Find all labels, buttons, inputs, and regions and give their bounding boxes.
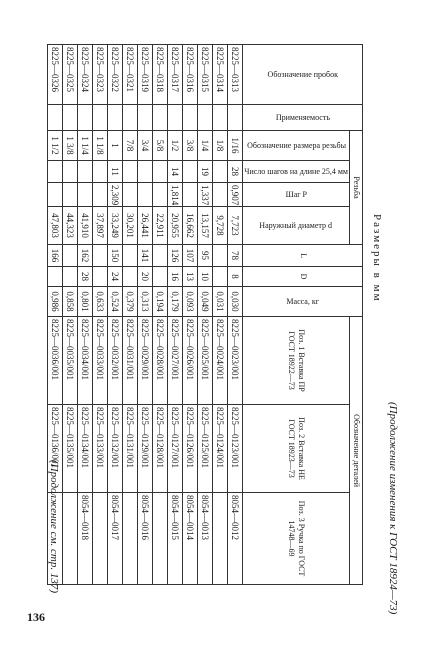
cell-pos1: 8225—0024/001: [213, 317, 228, 405]
table-row: [198, 45, 213, 585]
cell-tpi: [48, 161, 63, 183]
cell-D: 8: [228, 267, 243, 287]
cell-pos2: 8225—0125/001: [198, 405, 213, 493]
cell-d: 22,911: [153, 207, 168, 245]
cell-pos1: 8225—0025/001: [198, 317, 213, 405]
cell-pitch: [63, 183, 78, 207]
col-pos3: Поз. 3 Ручка по ГОСТ 14748—69: [243, 493, 350, 585]
cell-size: 1 1/4: [78, 131, 93, 161]
cell-D: 28: [78, 267, 93, 287]
cell-L: 141: [138, 245, 153, 267]
cell-size: 1/8: [213, 131, 228, 161]
cell-applicability: [108, 105, 123, 131]
cell-tpi: [93, 161, 108, 183]
cell-pos1: 8225—0035/001: [63, 317, 78, 405]
cell-L: [213, 245, 228, 267]
cell-designation: 8225—0324: [78, 45, 93, 105]
cell-applicability: [168, 105, 183, 131]
col-details-group: Обозначение деталей: [350, 317, 363, 585]
cell-pitch: 2,309: [108, 183, 123, 207]
col-mass: Масса, кг: [243, 287, 363, 317]
cell-size: 1/4: [198, 131, 213, 161]
cell-pos3: [63, 493, 78, 585]
cell-tpi: [183, 161, 198, 183]
cell-pos1: 8225—0028/001: [153, 317, 168, 405]
cell-mass: 0,049: [198, 287, 213, 317]
table-row: [93, 45, 108, 585]
cell-pos2: 8225—0133/001: [93, 405, 108, 493]
cell-size: 1 1/8: [93, 131, 108, 161]
cell-designation: 8225—0325: [63, 45, 78, 105]
cell-pos1: 8225—0023/001: [228, 317, 243, 405]
cell-tpi: [123, 161, 138, 183]
cell-mass: 0,194: [153, 287, 168, 317]
cell-d: 13,157: [198, 207, 213, 245]
cell-pos1: 8225—0032/001: [108, 317, 123, 405]
cell-pos1: 8225—0033/001: [93, 317, 108, 405]
cell-pitch: 1,814: [168, 183, 183, 207]
table-row: [63, 45, 78, 585]
cell-designation: 8225—0322: [108, 45, 123, 105]
col-designation: Обозначение пробок: [243, 45, 363, 105]
cell-size: 1/16: [228, 131, 243, 161]
cell-pos3: 8054—0013: [198, 493, 213, 585]
table-row: [123, 45, 138, 585]
cell-L: 126: [168, 245, 183, 267]
cell-tpi: 11: [108, 161, 123, 183]
cell-mass: 0,858: [63, 287, 78, 317]
page-number: 136: [27, 610, 45, 624]
cell-D: 24: [108, 267, 123, 287]
cell-mass: 0,379: [123, 287, 138, 317]
cell-pos2: 8225—0134/001: [78, 405, 93, 493]
cell-pos3: 8054—0012: [228, 493, 243, 585]
cell-pitch: [48, 183, 63, 207]
cell-D: 16: [168, 267, 183, 287]
cell-d: 26,441: [138, 207, 153, 245]
cell-applicability: [123, 105, 138, 131]
cell-tpi: 19: [198, 161, 213, 183]
cell-designation: 8225—0315: [198, 45, 213, 105]
cell-designation: 8225—0317: [168, 45, 183, 105]
cell-pos2: 8225—0127/001: [168, 405, 183, 493]
col-pitch: Шаг P: [243, 183, 350, 207]
cell-D: [153, 267, 168, 287]
cell-d: 44,323: [63, 207, 78, 245]
cell-d: 20,955: [168, 207, 183, 245]
cell-d: 37,897: [93, 207, 108, 245]
cell-pitch: [138, 183, 153, 207]
cell-size: 7/8: [123, 131, 138, 161]
cell-mass: 0,633: [93, 287, 108, 317]
cell-d: 33,249: [108, 207, 123, 245]
cell-tpi: [138, 161, 153, 183]
col-pos1: Поз. 1 Вставка ПР ГОСТ 18922—73: [243, 317, 350, 405]
cell-mass: 0,179: [168, 287, 183, 317]
cell-pos1: 8225—0036/001: [48, 317, 63, 405]
cell-designation: 8225—0318: [153, 45, 168, 105]
cell-pitch: 1,337: [198, 183, 213, 207]
cell-pos3: [213, 493, 228, 585]
cell-mass: 0,030: [228, 287, 243, 317]
col-L: L: [243, 245, 363, 267]
cell-pos3: [123, 493, 138, 585]
cell-D: [213, 267, 228, 287]
cell-pitch: [123, 183, 138, 207]
cell-D: 20: [138, 267, 153, 287]
cell-pos1: 8225—0034/001: [78, 317, 93, 405]
col-D: D: [243, 267, 363, 287]
cell-size: 3/4: [138, 131, 153, 161]
cell-pos2: 8225—0136/001: [48, 405, 63, 493]
cell-tpi: [213, 161, 228, 183]
cell-size: 3/8: [183, 131, 198, 161]
cell-designation: 8225—0313: [228, 45, 243, 105]
cell-pos3: [93, 493, 108, 585]
cell-applicability: [63, 105, 78, 131]
cell-tpi: [153, 161, 168, 183]
cell-d: 30,201: [123, 207, 138, 245]
table-row: [153, 45, 168, 585]
cell-size: 5/8: [153, 131, 168, 161]
cell-pos3: 8054—0014: [183, 493, 198, 585]
cell-D: [93, 267, 108, 287]
col-pos2: Поз. 2 Вставка НЕ ГОСТ 18923—73: [243, 405, 350, 493]
rotated-page-content: [43, 44, 403, 615]
cell-D: 13: [183, 267, 198, 287]
cell-pitch: [213, 183, 228, 207]
cell-D: [123, 267, 138, 287]
cell-pos1: 8225—0026/001: [183, 317, 198, 405]
cell-mass: 0,313: [138, 287, 153, 317]
cell-L: [63, 245, 78, 267]
header-note: (Продолжение изменения к ГОСТ 18924—73): [387, 402, 399, 615]
col-outer-diameter: Наружный диаметр d: [243, 207, 350, 245]
cell-tpi: [63, 161, 78, 183]
cell-tpi: 28: [228, 161, 243, 183]
cell-pos3: 8054—0018: [78, 493, 93, 585]
cell-L: 162: [78, 245, 93, 267]
cell-applicability: [153, 105, 168, 131]
cell-pos2: 8225—0126/001: [183, 405, 198, 493]
cell-applicability: [138, 105, 153, 131]
cell-pitch: [93, 183, 108, 207]
col-applicability: Применяемость: [243, 105, 363, 131]
cell-mass: 0,986: [48, 287, 63, 317]
cell-d: 47,803: [48, 207, 63, 245]
cell-pos2: 8225—0132/001: [108, 405, 123, 493]
cell-pos1: 8225—0029/001: [138, 317, 153, 405]
table-row: [168, 45, 183, 585]
cell-pitch: [183, 183, 198, 207]
cell-tpi: 14: [168, 161, 183, 183]
cell-applicability: [48, 105, 63, 131]
cell-d: 9,728: [213, 207, 228, 245]
cell-pitch: [78, 183, 93, 207]
cell-applicability: [78, 105, 93, 131]
cell-size: 1 1/2: [48, 131, 63, 161]
table-row: [183, 45, 198, 585]
cell-L: [123, 245, 138, 267]
cell-pos2: 8225—0129/001: [138, 405, 153, 493]
cell-tpi: [78, 161, 93, 183]
cell-size: 1: [108, 131, 123, 161]
cell-pos3: 8054—0015: [168, 493, 183, 585]
cell-size: 1 3/8: [63, 131, 78, 161]
cell-designation: 8225—0326: [48, 45, 63, 105]
cell-d: 41,910: [78, 207, 93, 245]
cell-L: 150: [108, 245, 123, 267]
continuation-note: (Продолжение см. стр. 137): [48, 460, 60, 593]
cell-applicability: [183, 105, 198, 131]
col-threads-per-inch: Число шагов на длине 25,4 мм: [243, 161, 350, 183]
table-row: [138, 45, 153, 585]
cell-applicability: [198, 105, 213, 131]
cell-pitch: 0,907: [228, 183, 243, 207]
cell-designation: 8225—0321: [123, 45, 138, 105]
cell-designation: 8225—0319: [138, 45, 153, 105]
cell-applicability: [228, 105, 243, 131]
cell-L: [93, 245, 108, 267]
cell-pos2: 8225—0131/001: [123, 405, 138, 493]
table-row: [78, 45, 93, 585]
cell-pos3: 8054—0016: [138, 493, 153, 585]
cell-pos2: 8225—0123/001: [228, 405, 243, 493]
dimensions-table: [47, 44, 363, 585]
cell-pos3: 8054—0017: [108, 493, 123, 585]
col-thread-size: Обозначение размера резьбы: [243, 131, 350, 161]
cell-pos2: 8225—0135/001: [63, 405, 78, 493]
cell-D: [48, 267, 63, 287]
cell-pos2: 8225—0124/001: [213, 405, 228, 493]
cell-mass: 0,093: [183, 287, 198, 317]
table-row: [228, 45, 243, 585]
col-thread-group: Резьба: [350, 131, 363, 245]
cell-designation: 8225—0316: [183, 45, 198, 105]
cell-L: 78: [228, 245, 243, 267]
cell-L: 95: [198, 245, 213, 267]
cell-applicability: [93, 105, 108, 131]
table-row: [108, 45, 123, 585]
cell-pos1: 8225—0031/001: [123, 317, 138, 405]
cell-pos1: 8225—0027/001: [168, 317, 183, 405]
cell-size: 1/2: [168, 131, 183, 161]
cell-pitch: [153, 183, 168, 207]
cell-L: 107: [183, 245, 198, 267]
cell-D: [63, 267, 78, 287]
table-row: [213, 45, 228, 585]
table-title: Размеры в мм: [371, 214, 383, 303]
cell-pos2: 8225—0128/001: [153, 405, 168, 493]
cell-designation: 8225—0323: [93, 45, 108, 105]
cell-applicability: [213, 105, 228, 131]
cell-d: 16,662: [183, 207, 198, 245]
cell-pos3: [153, 493, 168, 585]
cell-d: 7,723: [228, 207, 243, 245]
cell-designation: 8225—0314: [213, 45, 228, 105]
cell-L: [153, 245, 168, 267]
cell-D: 10: [198, 267, 213, 287]
cell-mass: 0,801: [78, 287, 93, 317]
cell-mass: 0,031: [213, 287, 228, 317]
cell-L: 166: [48, 245, 63, 267]
cell-mass: 0,524: [108, 287, 123, 317]
